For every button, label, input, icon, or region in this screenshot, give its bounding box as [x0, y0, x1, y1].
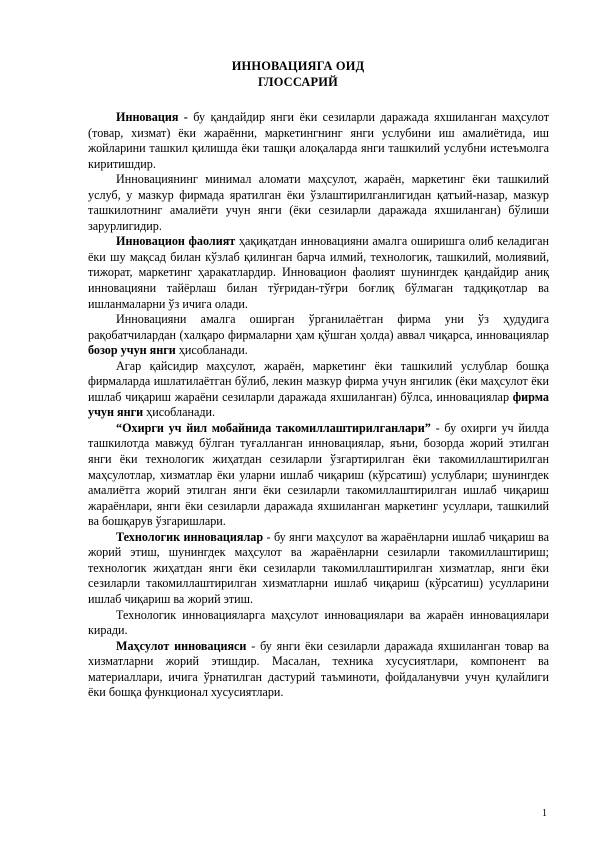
paragraph-text: Агар қайсидир маҳсулот, жараён, маркетинг ёки ташкилий услублар бошқа фирмаларда ишлатилаётган бўлиб, лекин мазкур фирма учун янгилик (ёки маҳсулот ёки ишлаб чиқариш жараёни сезиларли даражада яхшиланган) бўлса, инновациялар	[88, 358, 549, 404]
paragraph-last-three-years	[88, 421, 549, 530]
page-number: 1	[542, 808, 547, 819]
paragraph-technological-types	[88, 608, 549, 639]
paragraph-text: Технологик инновацияларга маҳсулот инновациялари ва жараён инновациялари киради.	[88, 607, 549, 638]
document-title: ИННОВАЦИЯГА ОИД	[231, 59, 365, 73]
paragraph-new-for-firm	[88, 359, 549, 421]
paragraph-technological-innovations	[88, 530, 549, 608]
term-last-three-years: “Охирги уч йил мобайнида такомиллаштирилганлари”	[116, 420, 431, 435]
term-technological-innovations: Технологик инновациялар	[116, 529, 264, 544]
paragraph-text: Инновациянинг минимал аломати маҳсулот, жараён, маркетинг ёки ташкилий услуб, у мазкур фирмада яратилган ёки ўзлаштирилганлигидан қатъий-назар, мазкур ташкилотнинг амалиёти учун янги (ёки сезиларли даражада яхшиланган) бўлиши зарурлигидир.	[88, 172, 549, 233]
paragraph-text-end: ҳисобланади.	[175, 343, 248, 358]
paragraph-product-innovation	[88, 639, 549, 701]
document-subtitle: ГЛОССАРИЙ	[258, 75, 338, 89]
paragraph-text: - бу янги маҳсулот ва жараёнларни ишлаб чиқариш ва жорий этиш, шунингдек маҳсулот ва жараёнларни сезиларли такомиллаштириш; технологик жиҳатдан янги ёки сезиларли такомиллаштирилган хизматлар, янги ёки сезиларли такомиллаштирилган хизматларни ишлаб чиқариш (кўрсатиш) усулларини ишлаб чиқариш ва жорий этиш.	[88, 529, 549, 606]
paragraph-text-end: ҳисобланади.	[143, 405, 216, 420]
paragraph-innovation-activity	[88, 234, 549, 312]
term-innovation: Инновация -	[116, 110, 188, 124]
term-new-for-firm: фирма учун янги	[88, 389, 549, 420]
paragraph-text: ҳақиқатдан инновацияни амалга оширишга олиб келадиган ёки шу мақсад билан кўзлаб қилинган барча илмий, технологик, ташкилий, молиявий, тижорат, маркетинг ҳаракатлардир. Инновацион фаолият шунингдек қандайдир аниқ инновацияни тайёрлаш билан тўғридан-тўғри боғлиқ бўлмаган тадқиқотлар ва ишланмаларни ўз ичига олади.	[88, 234, 549, 311]
paragraph-text: бу қандайдир янги ёки сезиларли даражада яхшиланган маҳсулот (товар, хизмат) ёки жараённи, маркетингнинг янги услубини иш амалиётида, иш жойларини ташкил қилишда ёки ташқи алоқаларда янги ташкилий услубни истеъмолга киритишдир.	[88, 110, 549, 171]
document-body	[88, 110, 549, 701]
paragraph-text: Инновацияни амалга оширган ўрганилаётган фирма уни ўз ҳудудига рақобатчилардан (халқаро фирмаларни ҳам қўшган ҳолда) аввал чиқарса, инновациялар	[88, 312, 549, 342]
paragraph-text: - бу охирги уч йилда ташкилотда мавжуд бўлган туғалланган инновациялар, яъни, бозорда жорий этилган янги ёки технологик жиҳатдан сезиларли ўзгартирилган ёки такомиллаштирилган маҳсулотлар, хизматлар ёки уларни ишлаб чиқариш (кўрсатиш) услублари; шунингдек амалиётга жорий этилган янги ёки сезиларли такомиллаштирилган ишлаб чиқариш жараёнлари, янги ёки сезиларли даражада яхшиланган маркетинг усуллари, ташкилий ва бошқарув ўзгаришлари.	[88, 420, 550, 529]
paragraph-innovation	[88, 110, 549, 172]
paragraph-text: - бу янги ёки сезиларли даражада яхшиланган товар ва хизматларни жорий этишдир. Масалан, техника хусусиятлари, компонент ва материаллари, ичига ўрнатилган дастурий таъминоти, фойдаланувчи учун қулайлиги ёки бошқа функционал хусусиятлари.	[88, 638, 550, 700]
term-innovation-activity: Инновацион фаолият	[116, 234, 236, 249]
paragraph-minimal-sign	[88, 172, 549, 234]
paragraph-new-for-market	[88, 312, 549, 359]
term-new-for-market: бозор учун янги	[88, 343, 176, 358]
term-product-innovation: Маҳсулот инновацияси	[116, 638, 247, 653]
